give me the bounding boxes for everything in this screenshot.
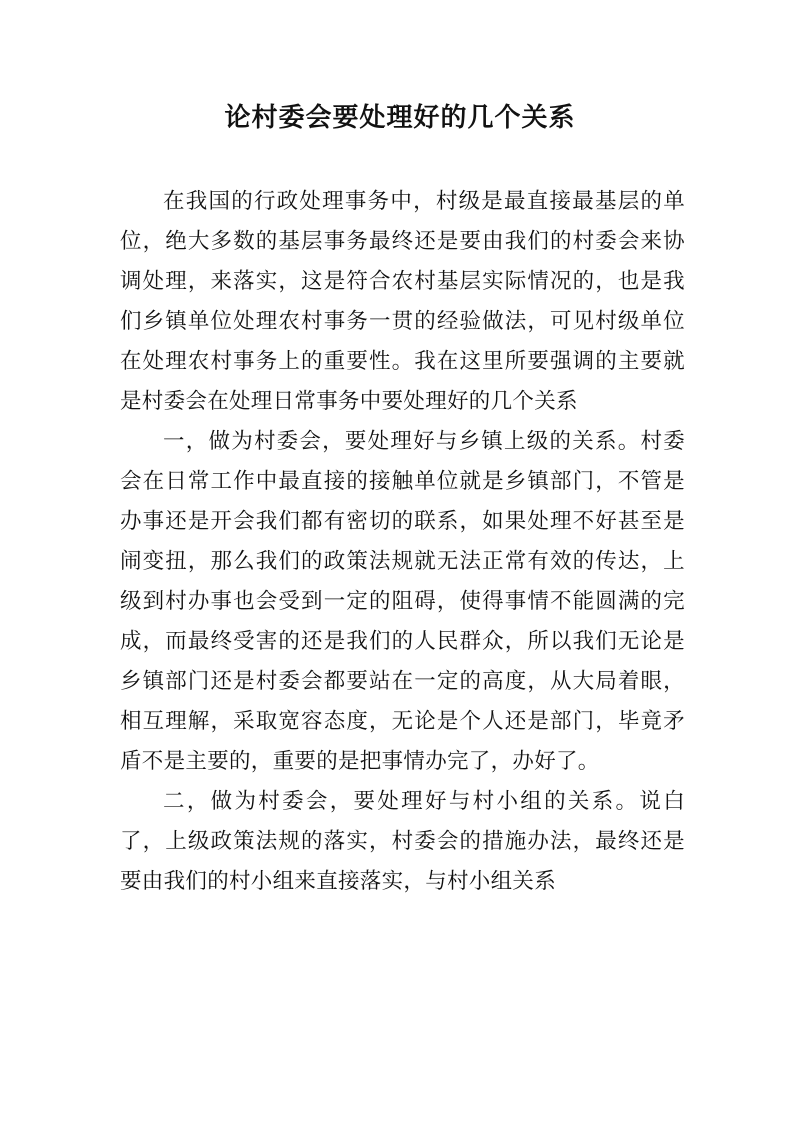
paragraph-one: 一，做为村委会，要处理好与乡镇上级的关系。村委会在日常工作中最直接的接触单位就是乡镇部门，不管是办事还是开会我们都有密切的联系，如果处理不好甚至是闹变扭，那么我们的政策法规就无法正常有效的传达，上级到村办事也会受到一定的阻碍，使得事情不能圆满的完成，而最终受害的还是我们的人民群众，所以我们无论是乡镇部门还是村委会都要站在一定的高度，从大局着眼，相互理解，采取宽容态度，无论是个人还是部门，毕竟矛盾不是主要的，重要的是把事情办完了，办好了。 bbox=[120, 429, 685, 774]
document-title: 论村委会要处理好的几个关系 bbox=[224, 103, 576, 133]
paragraph-intro: 在我国的行政处理事务中，村级是最直接最基层的单位，绝大多数的基层事务最终还是要由我们的村委会来协调处理，来落实，这是符合农村基层实际情况的，也是我们乡镇单位处理农村事务一贯的经验做法，可见村级单位在处理农村事务上的重要性。我在这里所要强调的主要就是村委会在处理日常事务中要处理好的几个关系 bbox=[120, 189, 685, 414]
paragraph-two: 二，做为村委会，要处理好与村小组的关系。说白了，上级政策法规的落实，村委会的措施办法，最终还是要由我们的村小组来直接落实，与村小组关系 bbox=[120, 789, 685, 894]
document-body bbox=[120, 182, 685, 902]
